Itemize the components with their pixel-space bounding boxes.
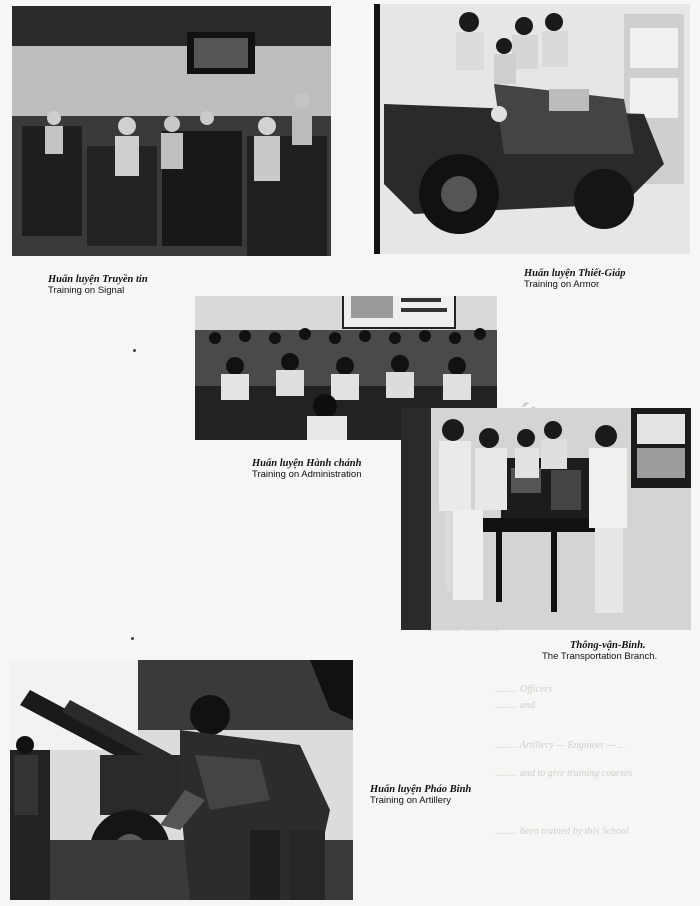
scan-speck — [131, 637, 134, 640]
bleed-through-line: ......... and to give training courses — [495, 768, 633, 779]
caption-armor-en: Training on Armor — [524, 279, 600, 291]
caption-signal — [48, 274, 148, 297]
caption-transportation-en: The Transportation Branch. — [542, 651, 658, 663]
caption-artillery-en: Training on Artillery — [370, 795, 451, 807]
caption-administration-en: Training on Administration — [252, 469, 362, 481]
caption-signal-en: Training on Signal — [48, 285, 125, 297]
caption-armor-vn: Huấn luyện Thiết-Giáp — [524, 268, 626, 279]
bleed-through-line: ......... Officers — [495, 684, 553, 695]
caption-artillery — [370, 784, 471, 807]
caption-armor — [524, 268, 626, 291]
caption-transportation-vn: Thông-vận-Binh. — [570, 640, 646, 651]
caption-signal-vn: Huấn luyện Truyền tin — [48, 274, 148, 285]
bleed-through-line: ......... and — [495, 700, 535, 711]
bleed-through-line: ......... Artillery — Engineer — ... — [495, 740, 626, 751]
caption-administration-vn: Huấn luyện Hành chánh — [252, 458, 362, 469]
caption-administration — [252, 458, 361, 481]
scan-speck — [133, 349, 136, 352]
photo-armor-training — [374, 4, 690, 254]
photo-signal-training — [12, 6, 331, 256]
photo-artillery-training — [10, 660, 353, 900]
caption-artillery-vn: Huấn luyện Pháo Binh — [370, 784, 472, 795]
photo-transportation-branch — [401, 408, 691, 630]
bleed-through-line: ......... been trained by this School — [495, 826, 629, 837]
caption-transportation — [542, 640, 658, 663]
